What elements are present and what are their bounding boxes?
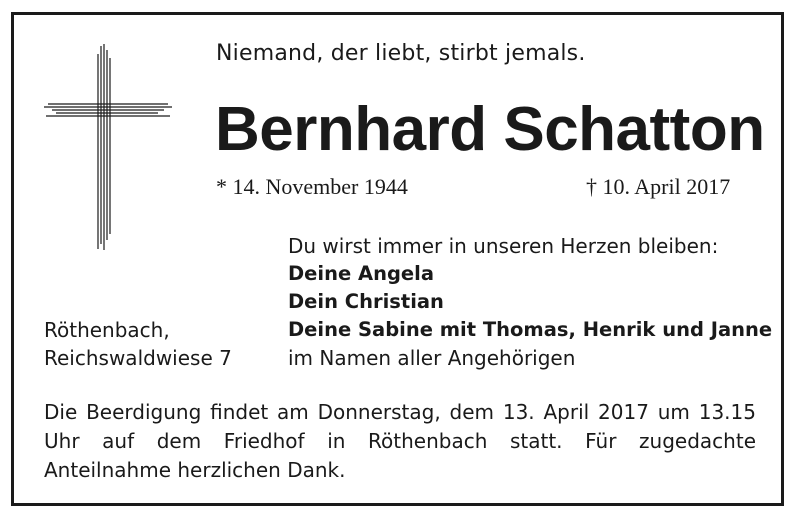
cross-icon — [44, 44, 174, 250]
deceased-name: Bernhard Schatton — [215, 95, 765, 164]
address-line: Reichswaldwiese 7 — [44, 346, 232, 370]
mourners-intro: Du wirst immer in unseren Herzen bleiben: — [288, 234, 719, 258]
birth-date: * 14. November 1944 — [216, 174, 408, 199]
death-date: † 10. April 2017 — [586, 174, 731, 199]
mourners-block — [288, 232, 772, 372]
mourners-outro: im Namen aller Angehörigen — [288, 346, 576, 370]
address-block — [44, 316, 232, 372]
motto: Niemand, der liebt, stirbt jemals. — [216, 41, 586, 66]
mourner: Dein Christian — [288, 290, 444, 313]
mourner: Deine Angela — [288, 262, 434, 285]
address-line: Röthenbach, — [44, 318, 170, 342]
mourner: Deine Sabine mit Thomas, Henrik und Janne — [288, 318, 773, 341]
funeral-text: Die Beerdigung findet am Donnerstag, dem 13. April 2017 um 13.15 Uhr auf dem Friedhof in Röthenbach statt. Für zugedachte Anteilnahme herzlichen Dank. — [44, 400, 756, 482]
